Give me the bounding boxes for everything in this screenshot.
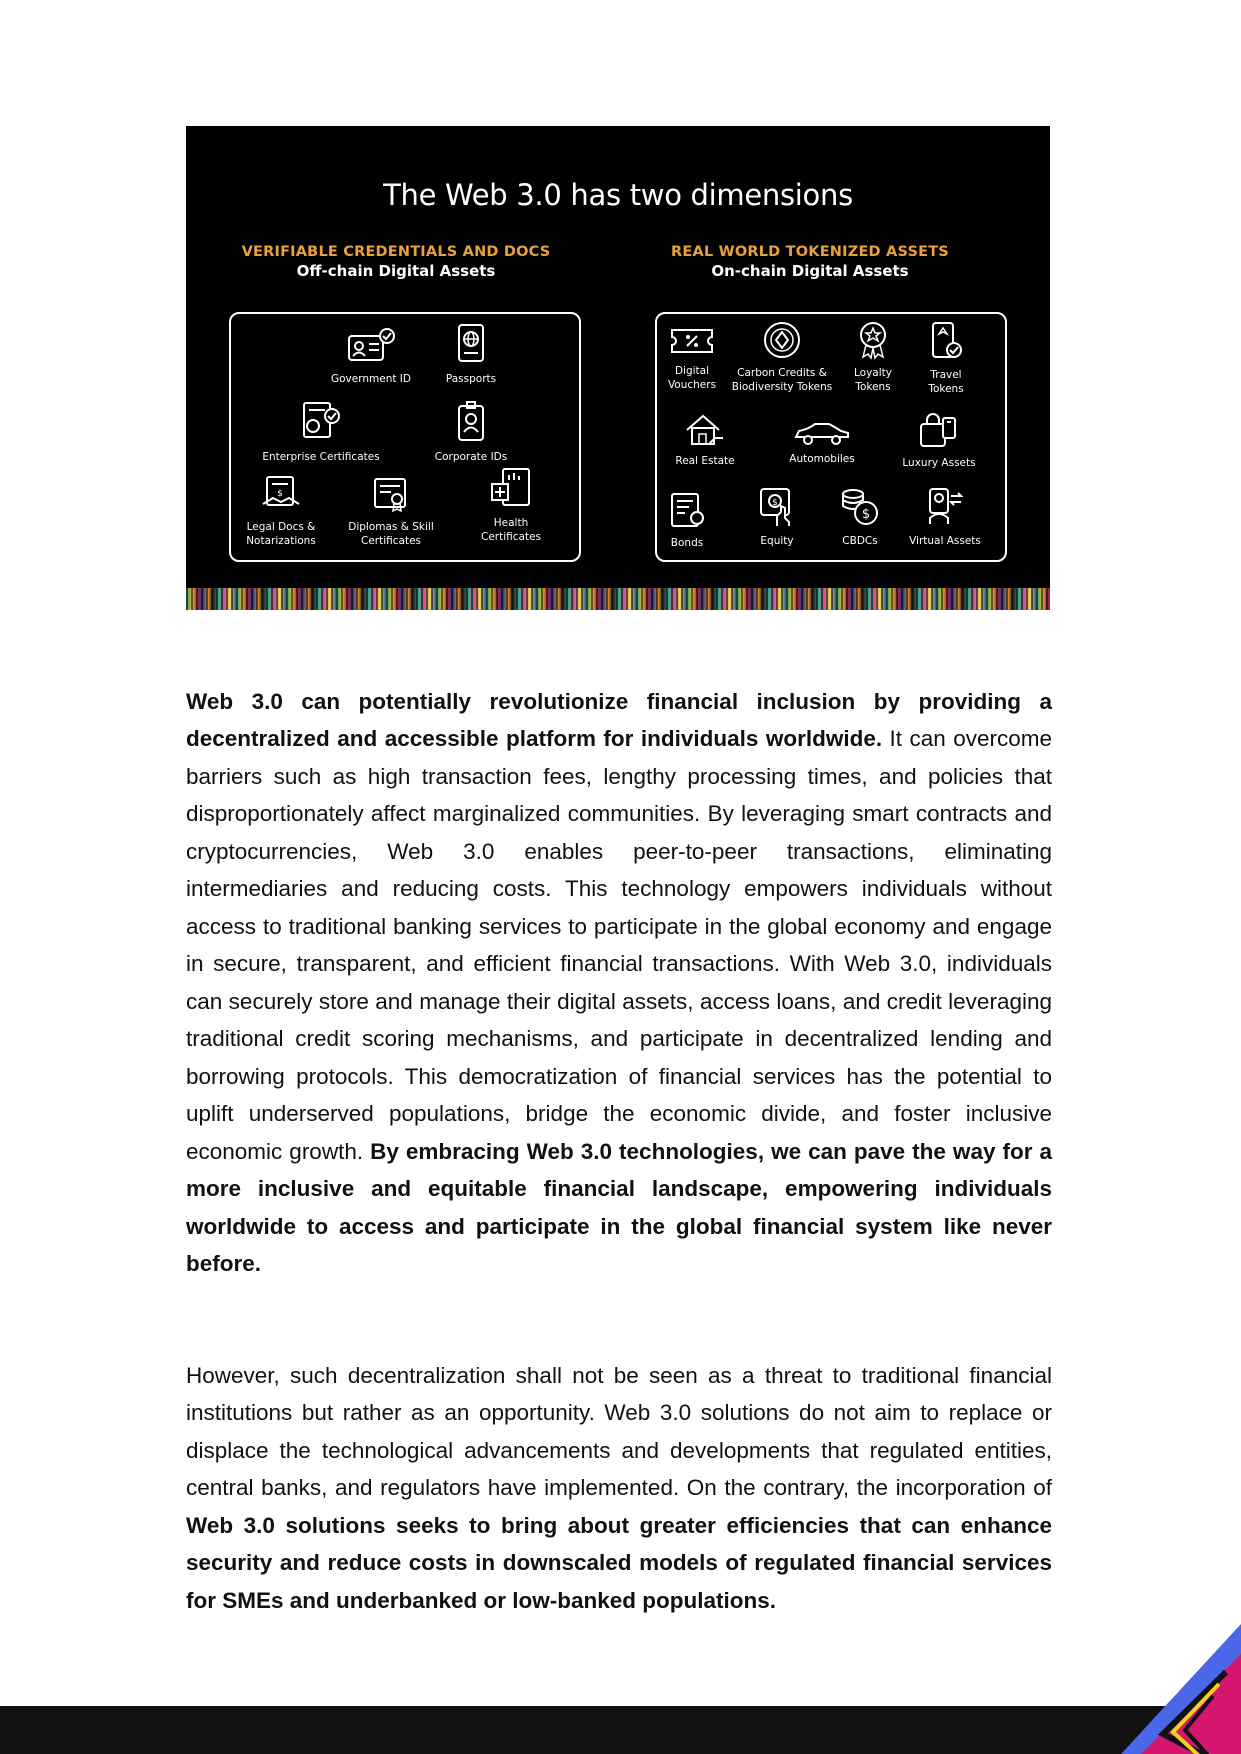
health-certificate-icon: [489, 466, 533, 510]
tile-label: Travel Tokens: [928, 369, 964, 395]
tile-label: Loyalty Tokens: [854, 367, 892, 393]
tile-label: Bonds: [670, 537, 704, 549]
tile-legal-docs: [236, 474, 326, 548]
decorative-color-stripe: [186, 588, 1050, 610]
loyalty-badge-icon: [855, 320, 891, 360]
tile-label: Legal Docs & Notarizations: [246, 521, 316, 547]
carbon-credit-icon: [762, 320, 802, 360]
tile-corporate-ids: [421, 400, 521, 464]
tile-label: Passports: [445, 373, 497, 385]
passport-icon: [454, 322, 488, 366]
car-icon: [792, 420, 852, 446]
on-chain-assets-panel: [655, 312, 1007, 562]
tile-diplomas: [341, 474, 441, 548]
enterprise-certificate-icon: [298, 400, 344, 444]
paragraph-lead-bold: Web 3.0 can potentially revolutionize financial inclusion by providing a decentralized and accessible platform for individuals worldwide.: [186, 688, 1052, 751]
travel-token-icon: [927, 320, 965, 362]
left-subheading: Off-chain Digital Assets: [296, 262, 496, 280]
tile-label: Automobiles: [789, 453, 855, 465]
footer-bar: [0, 1706, 1241, 1754]
paragraph-body: It can overcome barriers such as high transaction fees, lengthy processing times, and policies that disproportionately affect marginalized communities. By leveraging smart contracts and cryptocurrencies, Web 3.0 enables peer-to-peer transactions, eliminating intermediaries and reducing costs. This technology empowers individuals without access to traditional banking services to participate in the global economy and engage in secure, transparent, and efficient financial transactions. With Web 3.0, individuals can securely store and manage their digital assets, access loans, and credit leveraging traditional credit scoring mechanisms, and participate in decentralized lending and borrowing protocols. This democratization of financial services has the potential to uplift underserved populations, bridge the economic divide, and foster inclusive economic growth.: [186, 726, 1052, 1164]
tile-label: Real Estate: [675, 455, 735, 467]
diploma-icon: [371, 474, 411, 514]
tile-real-estate: [665, 410, 745, 468]
paragraph-closing-bold: Web 3.0 solutions seeks to bring about greater efficiencies that can enhance security and reduce costs in downscaled models of regulated financial services for SMEs and underbanked or low-banked populations.: [186, 1512, 1052, 1613]
corner-logo-decoration: [1101, 1624, 1241, 1754]
tile-automobiles: [772, 420, 872, 466]
tile-label: Enterprise Certificates: [262, 451, 380, 463]
paragraph-body: However, such decentralization shall not be seen as a threat to traditional financial institutions but rather as an opportunity. Web 3.0 solutions do not aim to replace or displace the technological advancements and developments that regulated entities, central banks, and regulators have implemented. On the contrary, the incorporation of: [186, 1362, 1052, 1500]
tile-label: Health Certificates: [480, 517, 541, 543]
right-column-header: [600, 244, 1020, 280]
off-chain-assets-panel: [229, 312, 581, 562]
tile-cbdcs: [829, 486, 891, 548]
tile-loyalty-tokens: [842, 320, 904, 394]
tile-label: Virtual Assets: [909, 535, 981, 547]
right-heading: REAL WORLD TOKENIZED ASSETS: [671, 244, 949, 260]
svg-text:$: $: [772, 498, 778, 508]
virtual-asset-icon: [924, 486, 966, 528]
svg-text:$: $: [277, 489, 283, 499]
paragraph-closing-bold: By embracing Web 3.0 technologies, we can pave the way for a more inclusive and equitable financial landscape, empowering individuals worldwide to access and participate in the global financial system like never before.: [186, 1138, 1052, 1276]
coins-icon: [839, 486, 881, 528]
tile-label: Corporate IDs: [434, 451, 508, 463]
tile-label: Diplomas & Skill Certificates: [348, 521, 434, 547]
government-id-icon: [345, 326, 397, 366]
tile-virtual-assets: [897, 486, 993, 548]
paragraph-traditional-institutions: [186, 1357, 1052, 1620]
tile-label: Government ID: [330, 373, 411, 385]
tile-government-id: [316, 326, 426, 386]
equity-icon: [757, 486, 797, 528]
right-subheading: On-chain Digital Assets: [711, 262, 909, 280]
tile-luxury-assets: [889, 412, 989, 470]
tile-bonds: [659, 490, 715, 550]
luxury-bag-icon: [917, 412, 961, 450]
tile-health-certificates: [466, 466, 556, 544]
real-estate-icon: [683, 410, 727, 448]
web3-dimensions-infographic: [186, 126, 1050, 610]
paragraph-financial-inclusion: [186, 683, 1052, 1283]
tile-label: CBDCs: [842, 535, 878, 547]
left-column-header: [186, 244, 606, 280]
tile-equity: [747, 486, 807, 548]
tile-label: Carbon Credits & Biodiversity Tokens: [731, 367, 833, 393]
tile-travel-tokens: [915, 320, 977, 396]
voucher-icon: [668, 324, 716, 358]
tile-label: Equity: [760, 535, 794, 547]
tile-carbon-credits: [727, 320, 837, 394]
tile-passports: [431, 322, 511, 386]
infographic-title: The Web 3.0 has two dimensions: [383, 178, 853, 212]
svg-text:$: $: [861, 507, 871, 522]
legal-docs-icon: [259, 474, 303, 514]
tile-label: Luxury Assets: [902, 457, 976, 469]
tile-enterprise-certificates: [261, 400, 381, 464]
left-heading: VERIFIABLE CREDENTIALS AND DOCS: [241, 244, 551, 260]
corporate-id-icon: [454, 400, 488, 444]
tile-label: Digital Vouchers: [667, 365, 717, 391]
bond-icon: [667, 490, 707, 530]
tile-digital-vouchers: [661, 324, 723, 392]
